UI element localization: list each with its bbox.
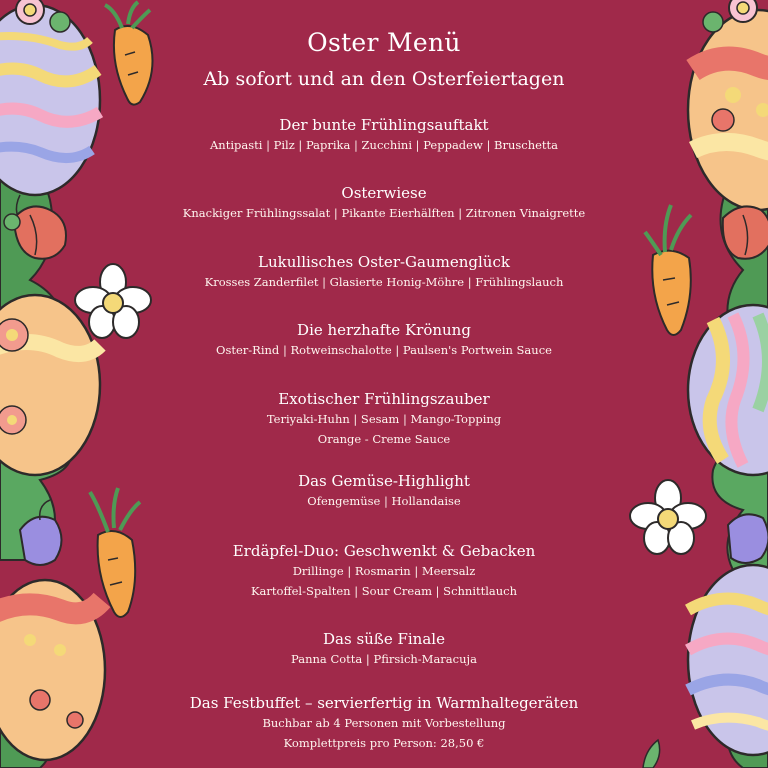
tulip-icon <box>723 206 768 258</box>
flower-icon <box>75 264 151 338</box>
menu-section <box>150 252 618 292</box>
menu-section <box>150 629 618 669</box>
easter-egg-icon <box>688 305 768 475</box>
menu-section <box>150 115 618 155</box>
section-line: Orange - Creme Sauce <box>317 432 451 446</box>
section-title: Das süße Finale <box>323 630 445 648</box>
menu-section <box>150 471 618 511</box>
page-title: Oster Menü <box>307 28 461 57</box>
section-line: Buchbar ab 4 Personen mit Vorbestellung <box>262 716 506 730</box>
easter-egg-icon <box>688 10 768 210</box>
carrot-icon <box>105 2 153 105</box>
section-line: Drillinge | Rosmarin | Meersalz <box>292 564 476 578</box>
section-line: Kartoffel-Spalten | Sour Cream | Schnittlauch <box>250 584 518 598</box>
section-title: Exotischer Frühlingszauber <box>278 390 490 408</box>
menu-section <box>150 541 618 601</box>
menu-section <box>150 389 618 449</box>
section-line: Teriyaki-Huhn | Sesam | Mango-Topping <box>266 412 502 426</box>
easter-egg-icon <box>688 565 768 755</box>
section-line: Komplettpreis pro Person: 28,50 € <box>283 736 485 750</box>
section-line: Krosses Zanderfilet | Glasierte Honig-Möhre | Frühlingslauch <box>204 275 564 289</box>
section-line: Antipasti | Pilz | Paprika | Zucchini | Peppadew | Bruschetta <box>209 138 559 152</box>
flower-icon <box>630 480 706 554</box>
section-line: Panna Cotta | Pfirsich-Maracuja <box>291 652 477 666</box>
section-title: Das Gemüse-Highlight <box>298 472 470 490</box>
bellflower-icon <box>728 514 768 563</box>
menu-section <box>150 320 618 360</box>
easter-egg-icon <box>0 580 105 760</box>
section-line: Knackiger Frühlingssalat | Pikante Eierhälften | Zitronen Vinaigrette <box>182 206 586 220</box>
section-title: Osterwiese <box>341 184 427 202</box>
page-subtitle: Ab sofort und an den Osterfeiertagen <box>203 68 565 90</box>
section-title: Das Festbuffet – servierfertig in Warmhaltegeräten <box>189 694 579 712</box>
section-line: Oster-Rind | Rotweinschalotte | Paulsen's Portwein Sauce <box>216 343 552 357</box>
section-title: Der bunte Frühlingsauftakt <box>279 116 489 134</box>
easter-egg-icon <box>0 295 100 475</box>
section-title: Erdäpfel-Duo: Geschwenkt & Gebacken <box>232 542 536 560</box>
section-title: Die herzhafte Krönung <box>297 321 471 339</box>
section-line: Ofengemüse | Hollandaise <box>307 494 461 508</box>
section-title: Lukullisches Oster-Gaumenglück <box>258 253 510 271</box>
menu-section <box>150 693 618 753</box>
menu-section <box>150 183 618 223</box>
easter-egg-icon <box>0 5 100 195</box>
carrot-icon <box>645 205 691 335</box>
